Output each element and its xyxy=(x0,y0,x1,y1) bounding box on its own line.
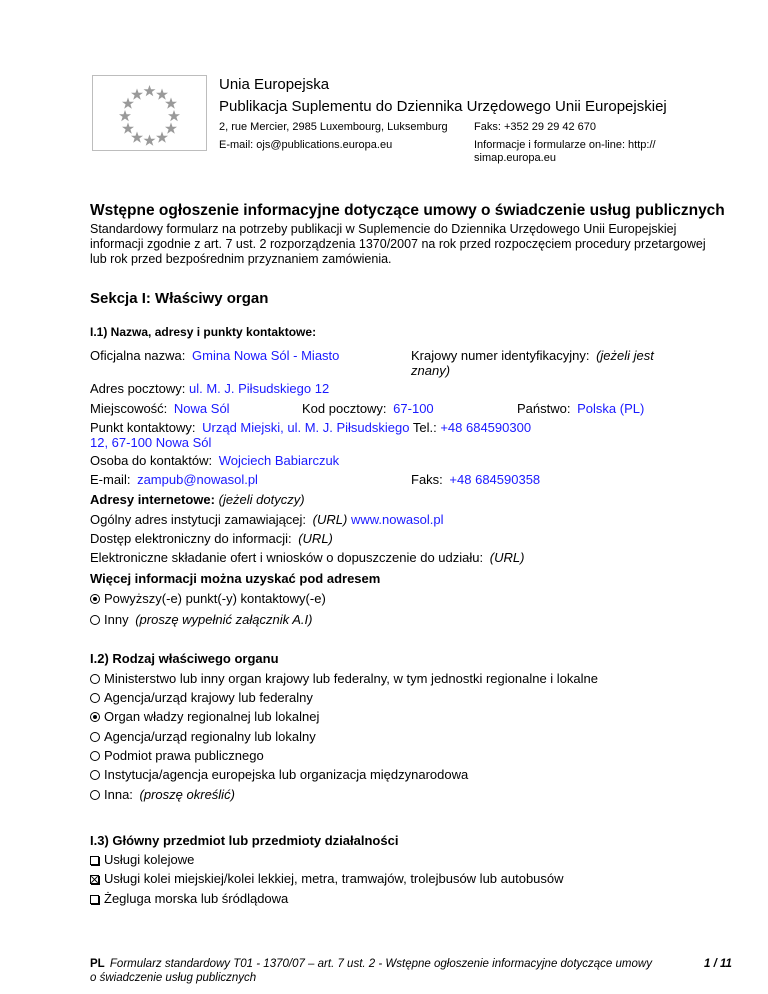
radio-empty-icon[interactable] xyxy=(90,732,100,742)
tel-label: Tel.: xyxy=(412,420,437,435)
radio-selected-icon[interactable] xyxy=(90,594,100,604)
authority-option-row[interactable] xyxy=(90,787,235,802)
further-option-label: Powyższy(-e) punkt(-y) kontaktowy(-e) xyxy=(104,591,326,606)
further-option-hint: (proszę wypełnić załącznik A.I) xyxy=(135,612,313,627)
notice-desc-1: Standardowy formularz na potrzeby publikacji w Suplemencie do Dziennika Urzędowego Unii Europejskiej xyxy=(90,222,677,236)
further-option-row[interactable] xyxy=(90,591,326,606)
national-id-label: Krajowy numer identyfikacyjny: xyxy=(411,348,590,363)
checkbox-empty-icon[interactable] xyxy=(90,895,99,904)
i2-heading: I.2) Rodzaj właściwego organu xyxy=(90,651,279,666)
i1-heading: I.1) Nazwa, adresy i punkty kontaktowe: xyxy=(90,325,317,339)
authority-option-row[interactable] xyxy=(90,729,316,744)
authority-option-label: Instytucja/agencja europejska lub organizacja międzynarodowa xyxy=(104,767,469,782)
footer-lang: PL xyxy=(90,958,105,970)
further-info-heading: Więcej informacji można uzyskać pod adresem xyxy=(90,571,381,586)
radio-empty-icon[interactable] xyxy=(90,615,100,625)
email-value[interactable]: zampub@nowasol.pl xyxy=(137,472,258,487)
header-org: Unia Europejska xyxy=(219,76,330,93)
checkbox-checked-icon[interactable] xyxy=(90,875,99,884)
postcode-value: 67-100 xyxy=(393,401,434,416)
postcode-row xyxy=(302,401,434,416)
contact-points-label: Punkt kontaktowy: xyxy=(90,420,196,435)
footer-text-2: o świadczenie usług publicznych xyxy=(90,972,257,984)
activity-option-row[interactable] xyxy=(90,852,194,867)
general-url-label: Ogólny adres instytucji zamawiającej: xyxy=(90,512,307,527)
notice-desc-2: informacji zgodnie z art. 7 ust. 2 rozporządzenia 1370/2007 na rok przed rozpoczęciem procedury przetargowej xyxy=(90,237,706,251)
contact-points-row xyxy=(90,420,531,435)
checkbox-empty-icon[interactable] xyxy=(90,856,99,865)
postcode-label: Kod pocztowy: xyxy=(302,401,387,416)
postal-label: Adres pocztowy: xyxy=(90,381,186,396)
contact-points-value-1: Urząd Miejski, ul. M. J. Piłsudskiego xyxy=(202,420,410,435)
radio-empty-icon[interactable] xyxy=(90,693,100,703)
attention-value: Wojciech Babiarczuk xyxy=(218,453,340,468)
postal-value: ul. M. J. Piłsudskiego 12 xyxy=(189,381,330,396)
authority-option-hint: (proszę określić) xyxy=(139,787,235,802)
notice-desc-3: lub rok przed bezpośrednim przyznaniem zamówienia. xyxy=(90,252,392,266)
email-row xyxy=(90,472,258,487)
national-id-hint-1: (jeżeli jest xyxy=(596,348,654,363)
further-option-row[interactable] xyxy=(90,612,312,627)
authority-option-label: Agencja/urząd regionalny lub lokalny xyxy=(104,729,316,744)
fax-label: Faks: xyxy=(411,472,443,487)
radio-empty-icon[interactable] xyxy=(90,770,100,780)
town-row xyxy=(90,401,230,416)
electronic-submission-row xyxy=(90,550,524,565)
country-label: Państwo: xyxy=(517,401,571,416)
country-value: Polska (PL) xyxy=(577,401,645,416)
authority-option-label: Ministerstwo lub inny organ krajowy lub federalny, w tym jednostki regionalne i lokalne xyxy=(104,671,598,686)
general-url-link[interactable]: www.nowasol.pl xyxy=(350,512,444,527)
town-value: Nowa Sól xyxy=(173,401,230,416)
official-name-label: Oficjalna nazwa: xyxy=(90,348,186,363)
official-name-row xyxy=(90,348,339,363)
authority-option-row[interactable] xyxy=(90,709,319,724)
authority-option-label: Agencja/urząd krajowy lub federalny xyxy=(104,690,313,705)
electronic-access-row xyxy=(90,531,333,546)
header-online-2: simap.europa.eu xyxy=(474,152,556,164)
internet-heading-row xyxy=(90,492,305,507)
fax-value: +48 684590358 xyxy=(449,472,541,487)
electronic-access-label: Dostęp elektroniczny do informacji: xyxy=(90,531,292,546)
authority-option-row[interactable] xyxy=(90,671,598,686)
official-name-value: Gmina Nowa Sól - Miasto xyxy=(192,348,340,363)
national-id-hint-2: znany) xyxy=(411,363,451,378)
authority-option-label: Podmiot prawa publicznego xyxy=(104,748,264,763)
activity-option-label: Usługi kolei miejskiej/kolei lekkiej, metra, tramwajów, trolejbusów lub autobusów xyxy=(104,871,564,886)
header-publication: Publikacja Suplementu do Dziennika Urzędowego Unii Europejskiej xyxy=(219,98,667,115)
attention-label: Osoba do kontaktów: xyxy=(90,453,213,468)
footer-text-1: Formularz standardowy T01 - 1370/07 – art. 7 ust. 2 - Wstępne ogłoszenie informacyjne dotyczące umowy xyxy=(109,958,652,970)
electronic-access-tag: (URL) xyxy=(298,531,333,546)
i3-heading: I.3) Główny przedmiot lub przedmioty działalności xyxy=(90,833,399,848)
page-number: 1 / 11 xyxy=(704,958,732,970)
radio-empty-icon[interactable] xyxy=(90,790,100,800)
postal-row xyxy=(90,381,329,396)
general-url-tag: (URL) xyxy=(312,512,348,527)
authority-option-row[interactable] xyxy=(90,690,313,705)
header-online-1: Informacje i formularze on-line: http:// xyxy=(474,139,656,151)
authority-option-label: Inna: xyxy=(104,787,133,802)
town-label: Miejscowość: xyxy=(90,401,168,416)
footer-line-1 xyxy=(90,958,652,970)
header-fax: Faks: +352 29 29 42 670 xyxy=(474,121,597,133)
country-row xyxy=(517,401,644,416)
radio-empty-icon[interactable] xyxy=(90,674,100,684)
further-option-label: Inny xyxy=(104,612,129,627)
fax-row xyxy=(411,472,540,487)
contact-points-value-2: 12, 67-100 Nowa Sól xyxy=(90,435,212,450)
radio-empty-icon[interactable] xyxy=(90,751,100,761)
header-email: E-mail: ojs@publications.europa.eu xyxy=(219,139,393,151)
electronic-submission-label: Elektroniczne składanie ofert i wniosków o dopuszczenie do udziału: xyxy=(90,550,484,565)
authority-option-row[interactable] xyxy=(90,767,468,782)
section-heading: Sekcja I: Właściwy organ xyxy=(90,290,269,307)
radio-selected-icon[interactable] xyxy=(90,712,100,722)
email-label: E-mail: xyxy=(90,472,131,487)
activity-option-row[interactable] xyxy=(90,871,564,886)
electronic-submission-tag: (URL) xyxy=(489,550,525,565)
authority-option-row[interactable] xyxy=(90,748,264,763)
attention-row xyxy=(90,453,339,468)
authority-option-label: Organ władzy regionalnej lub lokalnej xyxy=(104,709,320,724)
national-id-row xyxy=(411,348,654,363)
internet-hint: (jeżeli dotyczy) xyxy=(218,492,305,507)
activity-option-label: Usługi kolejowe xyxy=(104,852,195,867)
header-address: 2, rue Mercier, 2985 Luxembourg, Luksemburg xyxy=(219,121,448,133)
eu-flag-logo xyxy=(92,75,207,151)
activity-option-label: Żegluga morska lub śródlądowa xyxy=(104,891,289,906)
tel-value: +48 684590300 xyxy=(440,420,532,435)
general-url-row xyxy=(90,512,443,527)
activity-option-row[interactable] xyxy=(90,891,288,906)
notice-title: Wstępne ogłoszenie informacyjne dotyczące umowy o świadczenie usług publicznych xyxy=(90,202,725,219)
internet-heading: Adresy internetowe: xyxy=(90,492,215,507)
